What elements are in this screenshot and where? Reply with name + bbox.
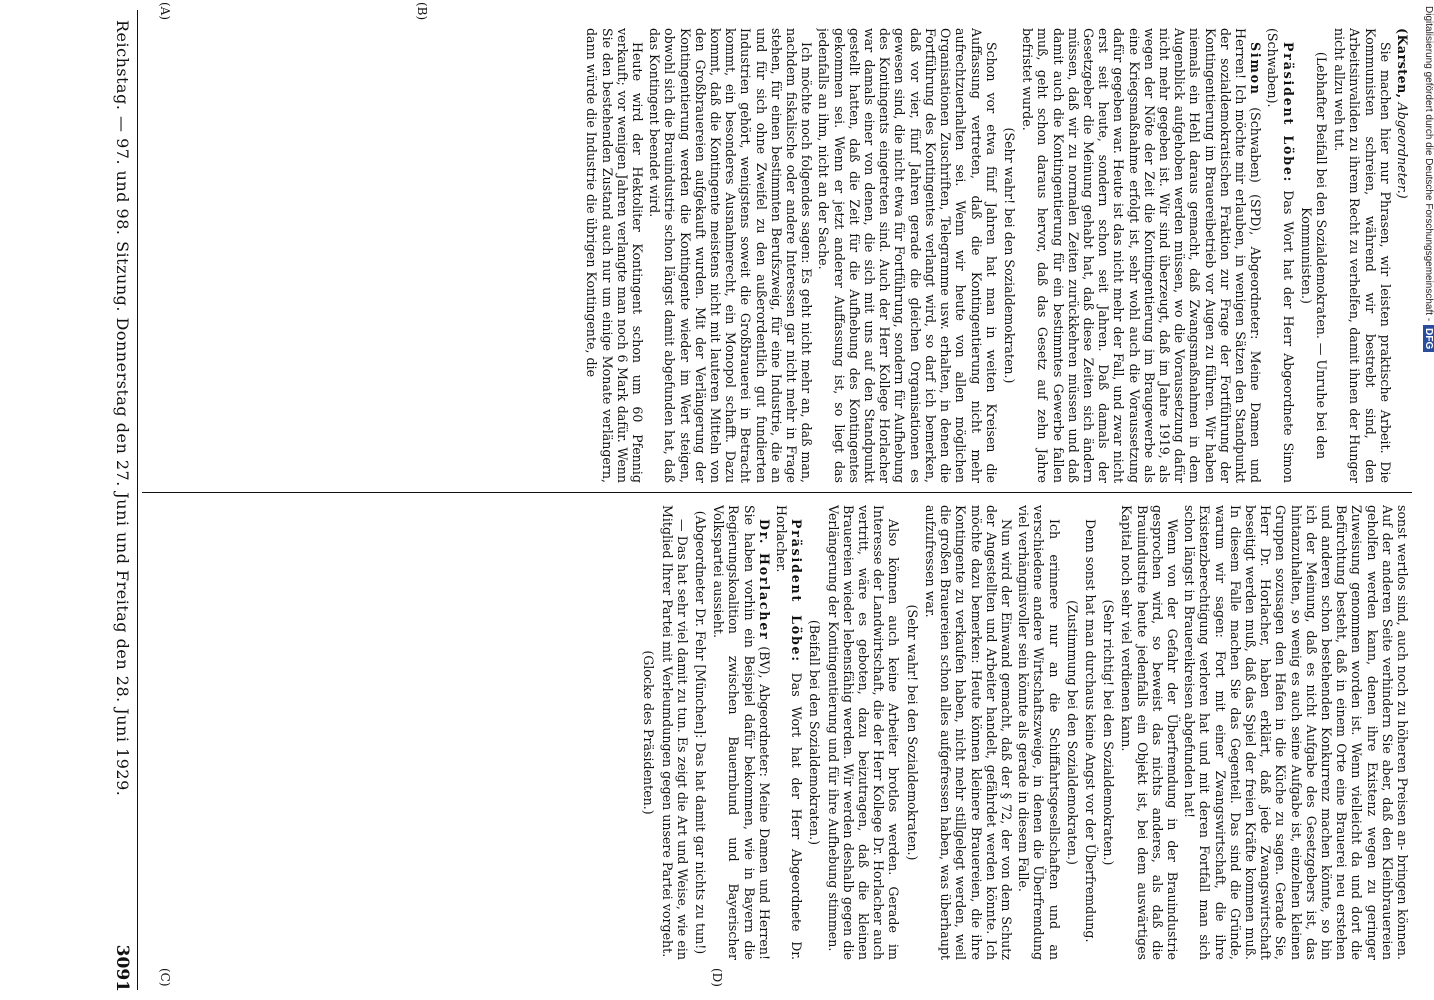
paragraph: — Das hat sehr viel damit zu tun. Es zeigt die Art und Weise, wie ein Mitglied Ihrer Partei mit Verleumdungen gegen unsere Partei vorgeht. xyxy=(659,505,690,960)
speaker-name: (Karsten, xyxy=(1395,28,1410,99)
interjection: (Sehr wahr! bei den Sozialdemokraten.) xyxy=(1001,127,1017,384)
speech-text: (Schwaben) (SPD), Abgeordneter: Meine Damen und Herren! Ich möchte mir erlauben, in wenigen Sätzen den Standpunkt der sozialdemokratischen Fraktion zur Frage der Fortführung der Kontingentierung im Brauereibetrieb vor Augen zu führen. Wir haben niemals ein Hehl daraus gemacht, daß Zwangsmaßnahmen in dem Augenblick aufgehoben werden müssen, wo die Voraussetzung dafür nicht mehr gegeben ist. Wir sind überzeugt, daß im Jahre 1919, als wegen der Nöte der Zeit die Kontingentierung im Braugewerbe als eine Kriegsmaßnahme erfolgt ist, sehr wohl auch die Voraussetzung dafür gegeben war. Heute ist das nicht mehr der Fall, und zwar nicht erst seit heute, sondern schon seit Jahren. Daß damals der Gesetzgeber die Meinung gehabt hat, daß diese Zeiten sich ändern müssen, daß wir zu normalen Zeiten zurückkehren müssen und daß damit auch die Kontingentierung für ein bestimmtes Gewerbe fallen muß, geht schon daraus hervor, daß das Gesetz auf zehn Jahre befristet wurde. xyxy=(1020,28,1264,483)
speaker-name: Dr. Horlacher xyxy=(756,519,772,641)
speaker-name: Präsident Löbe: xyxy=(1280,42,1296,184)
paragraph: Sie machen hier nur Phrasen, wir leisten praktische Arbeit. Die Kommunisten schreien, während wir bestrebt sind, den Arbeitsinvaliden zu ihrem Recht zu verhelfen, damit ihnen der Hunger nicht allzu weh tut. xyxy=(1332,28,1393,483)
paragraph: Also können auch keine Arbeiter brotlos werden. Gerade im Interesse der Landwirtschaft, die der Herr Kollege Dr. Horlacher auch vertritt, wäre es geboten, dazu beizutragen, daß die kleinen Brauereien wieder lebensfähig werden. Wir werden deshalb gegen die Verlängerung der Kontingentierung und für ihre Aufhebung stimmen. xyxy=(825,505,902,960)
head-rule xyxy=(137,10,138,990)
paragraph: Wenn von der Gefahr der Überfremdung in der Brauindustrie gesprochen wird, so beweist das nichts anderes, als daß die Brauindustrie heute jedenfalls ein Objekt ist, bei dem auswärtiges Kapital noch sehr viel verdienen kann. xyxy=(1119,505,1180,960)
paragraph: Ich möchte noch folgendes sagen: Es geht nicht mehr an, daß man, nachdem fiskalische oder andere Interessen gar nicht mehr in Frage stehen, für einen bestimmten Berufszweig, für eine Industrie, die an und für sich ohne Zweifel zu den außerordentlich gut fundierten Industrien gehört, wenigstens soweit die Großbrauerei in Betracht kommt, ein besonderes Ausnahmerecht, ein Monopol schafft. Dazu kommt, daß die Kontingente meistens nicht mit lauteren Mitteln von den Großbrauereien aufgekauft wurden. Mit der Verlängerung der Kontingentierung werden die Kontingente wieder im Wert steigen, obwohl sich die Brauindustrie schon längst damit abgefunden hat, daß das Kontingent beendet wird. xyxy=(647,28,815,483)
digitization-credit xyxy=(1418,6,1434,996)
page-number: 3091 xyxy=(112,944,132,992)
speech-text: Das Wort hat der Herr Abgeordnete Simon (Schwaben). xyxy=(1265,28,1296,483)
speaker-name: Simon xyxy=(1248,42,1264,96)
dfg-logo: DFG xyxy=(1423,325,1434,352)
speech-text: Das Wort hat der Herr Abgeordnete Dr. Horlacher. xyxy=(774,505,805,960)
column-separator xyxy=(142,492,1412,493)
interjection: (Sehr wahr! bei den Sozialdemokraten.) xyxy=(904,604,920,861)
credit-text: Digitalisierung gefördert durch die Deutsche Forschungsgemeinschaft - xyxy=(1423,6,1434,322)
president-statement xyxy=(1265,28,1295,483)
interjection: (Zustimmung bei den Sozialdemokraten.) xyxy=(1064,600,1080,865)
speech-paragraph xyxy=(711,505,772,960)
running-head xyxy=(108,0,134,1000)
interjection: (Beifall bei den Sozialdemokraten.) xyxy=(807,619,823,846)
paragraph: Ich erinnere nur an die Schiffahrtsgesellschaften und an verschiedene andere Wirtschaftszweige, in denen die Überfremdung viel verhängnisvoller sein könnte als gerade in diesem Falle. xyxy=(1016,505,1062,960)
margin-mark-c: (C) xyxy=(158,968,172,987)
speaker-line xyxy=(1395,28,1410,483)
running-head-title: Reichstag. — 97. und 98. Sitzung. Donnerstag den 27. Juni und Freitag den 28. Juni 1929. xyxy=(113,20,132,797)
column-right xyxy=(142,505,1410,960)
margin-mark-b: (B) xyxy=(415,2,429,21)
interjection: (Sehr richtig! bei den Sozialdemokraten.) xyxy=(1101,599,1117,866)
interjection: (Lebhafter Beifall bei den Sozialdemokraten. — Unruhe bei den Kommunisten.) xyxy=(1298,51,1329,460)
margin-mark-a: (A) xyxy=(158,2,172,21)
paragraph: sonst wertlos sind, auch noch zu höheren Preisen an- bringen können. Auf der anderen Seite verhindern Sie aber, daß den Kleinbrauereien geholfen werden kann, denen ihre Existenz wegen zu geringer Zuweisung genommen worden ist. Wenn vielleicht da und dort die Befürchtung besteht, daß in einem Orte eine Brauerei neu erstehen und anderen schon bestehenden Konkurrenz machen könnte, so bin ich der Meinung, daß es nicht Aufgabe des Gesetzgebers ist, das hintanzuhalten, so wenig es auch seine Aufgabe ist, einzelnen kleinen Gruppen sozusagen den Hafen in die Küche zu sagen. Gerade Sie, Herr Dr. Horlacher, haben erklärt, daß jede Zwangswirtschaft beseitigt werden muß, daß das Spiel der freien Kräfte kommen muß. In diesem Falle machen Sie das Gegenteil. Das sind die Gründe, warum wir sagen: Fort mit einer Zwangswirtschaft, die ihre Existenzberechtigung verloren hat und mit deren Fortfall man sich schon längst in Brauereikreisen abgefunden hat! xyxy=(1182,505,1410,960)
interjection: (Abgeordneter Dr. Fehr [München]: Das hat damit gar nichts zu tun!) xyxy=(693,510,709,955)
margin-mark-d: (D) xyxy=(710,968,724,987)
paragraph: Nun wird der Einwand gemacht, daß der § 72, der von dem Schutz der Angestellten und Arbeiter handelt, gefährdet werden könnte. Ich möchte dazu bemerken: Heute können kleinere Brauereien, die ihre Kontingente zu verkaufen haben, nicht mehr stillgelegt werden, weil die großen Brauereien schon alles aufgefressen haben, was überhaupt aufzufressen war. xyxy=(922,505,1014,960)
column-left xyxy=(142,28,1410,483)
speech-text: (BV), Abgeordneter: Meine Damen und Herren! Sie haben vorhin ein Beispiel dafür bekommen, wie in Bayern die Regierungskoalition zwischen Bauernbund und Bayerischer Volkspartei aussieht. xyxy=(711,505,772,960)
speaker-name: Präsident Löbe: xyxy=(789,519,805,663)
speech-paragraph xyxy=(1020,28,1263,483)
speaker-role: Abgeordneter.) xyxy=(1395,98,1410,199)
president-statement xyxy=(774,505,804,960)
paragraph: Schon vor etwa fünf Jahren hat man in weiten Kreisen die Auffassung vertreten, daß die Kontingentierung nicht mehr aufrechtzuerhalten sei. Wenn wir heute von allen möglichen Organisationen Zuschriften, Telegramme usw. erhalten, in denen die Fortführung des Kontingentes verlangt wird, so darf ich bemerken, daß vor vier, fünf Jahren gerade die gleichen Organisationen es gewesen sind, die nicht etwa für Fortführung, sondern für Aufhebung des Kontingents eingetreten sind. Auch der Herr Kollege Horlacher war damals einer von denen, die sich mit uns auf den Standpunkt gestellt hatten, daß die Zeit für die Aufhebung des Kontingentes gekommen sei. Wenn er jetzt anderer Auffassung ist, so liegt das jedenfalls an ihm, nicht an der Sache. xyxy=(816,28,999,483)
interjection: (Glocke des Präsidenten.) xyxy=(641,650,657,815)
paragraph: Denn sonst hat man durchaus keine Angst vor der Überfremdung. xyxy=(1082,519,1098,943)
paragraph: Heute wird der Hektoliter Kontingent schon um 60 Pfennig verkauft; vor wenigen Jahren verlangte man noch 6 Mark dafür. Wenn Sie den bestehenden Zustand auch nur um einige Monate verlängern, dann würde die Industrie die übrigen Kontingente, die xyxy=(584,28,646,483)
